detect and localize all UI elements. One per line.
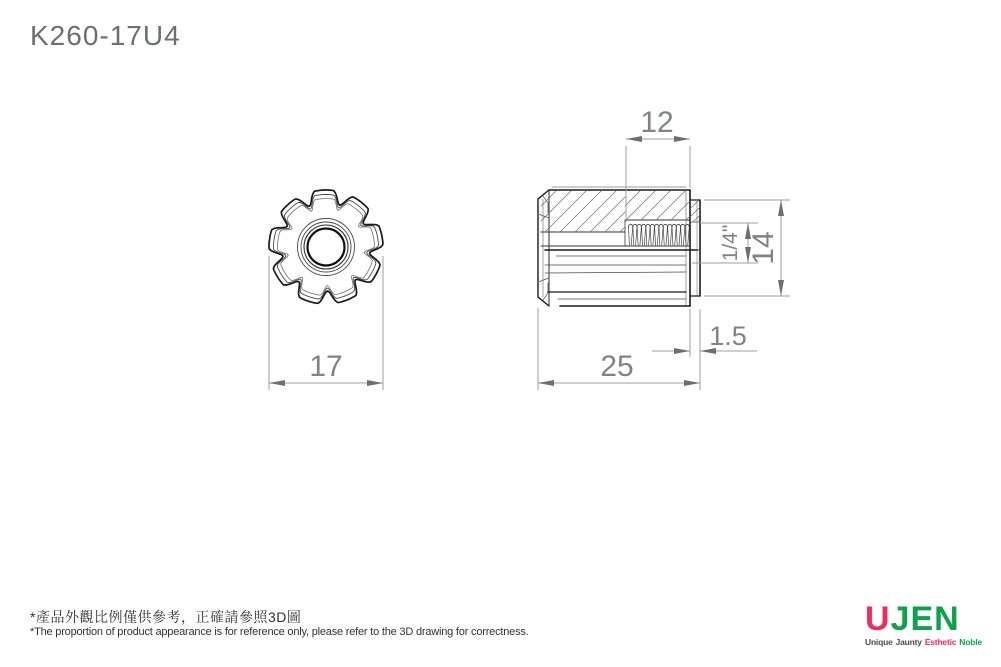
tagline-word-jaunty: Jaunty bbox=[895, 637, 922, 647]
dimension-annotations bbox=[269, 106, 790, 390]
footnote-chinese: *產品外觀比例僅供參考，正確請參照3D圖 bbox=[30, 609, 302, 625]
dim-label-25: 25 bbox=[600, 350, 634, 383]
dimension-knob-diameter bbox=[269, 256, 383, 390]
front-view-drawing bbox=[269, 190, 383, 303]
side-view-drawing bbox=[538, 187, 700, 306]
dimension-outer-height bbox=[704, 200, 790, 296]
dimension-thread-length bbox=[626, 106, 690, 222]
logo-letter-u: U bbox=[865, 600, 891, 638]
tagline-word-noble: Noble bbox=[959, 637, 982, 647]
tagline-word-esthetic: Esthetic bbox=[924, 637, 957, 647]
footnote-english: *The proportion of product appearance is for reference only, please refer to the 3D drawing for correctness. bbox=[30, 626, 529, 638]
logo-wordmark bbox=[865, 602, 983, 636]
tagline-word-unique: Unique bbox=[865, 637, 893, 647]
dim-label-14: 14 bbox=[747, 231, 780, 265]
dim-label-1-5: 1.5 bbox=[709, 321, 747, 351]
dim-label-12: 12 bbox=[640, 106, 674, 139]
logo-tagline bbox=[865, 637, 983, 647]
ujen-logo bbox=[865, 602, 983, 647]
part-number-title: K260-17U4 bbox=[30, 20, 181, 51]
dim-label-17: 17 bbox=[309, 350, 343, 383]
dim-label-quarter-inch: 1/4" bbox=[719, 224, 742, 262]
logo-letters-jen: JEN bbox=[890, 600, 960, 638]
dimension-boss-width bbox=[652, 309, 757, 390]
thread-coils bbox=[629, 224, 690, 245]
